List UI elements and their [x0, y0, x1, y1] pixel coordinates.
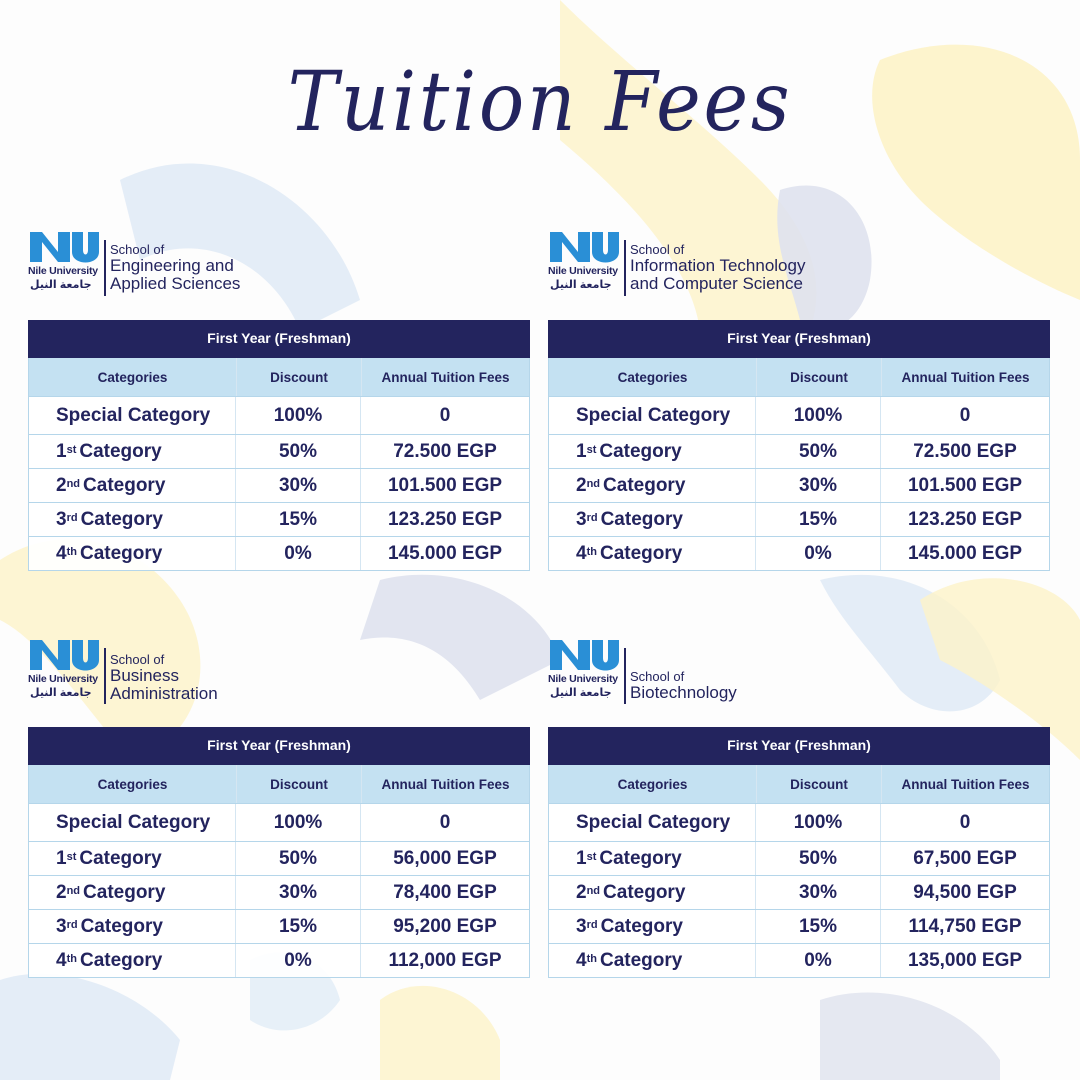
discount-cell: 30% — [236, 876, 361, 909]
table-row — [548, 469, 1050, 503]
category-prefix: 3 — [576, 508, 587, 530]
category-suffix: Category — [83, 881, 166, 903]
university-name-ar: جامعة النيل — [550, 687, 612, 699]
table-row — [548, 944, 1050, 978]
category-suffix: Category — [599, 847, 682, 869]
nu-logo-icon — [548, 636, 620, 674]
logo-divider — [104, 648, 106, 704]
fee-cell: 101.500 EGP — [387, 474, 503, 496]
column-header-discount: Discount — [237, 765, 362, 803]
fee-cell: 123.250 EGP — [907, 508, 1023, 530]
university-name-ar: جامعة النيل — [30, 687, 92, 699]
category-suffix: Category — [79, 440, 162, 462]
table-row — [28, 537, 530, 571]
discount-cell: 0% — [236, 537, 361, 570]
category-prefix: 1 — [56, 847, 67, 869]
school-name-line2: Administration — [110, 684, 218, 703]
table-row — [28, 469, 530, 503]
table-row — [28, 503, 530, 537]
discount-cell: 100% — [756, 804, 881, 841]
discount-cell: 100% — [236, 397, 361, 434]
school-name-line2: Applied Sciences — [110, 274, 241, 293]
discount-cell: 50% — [756, 842, 881, 875]
category-cell: 2 $^{nd}$ Category — [29, 876, 236, 909]
category-suffix: Category — [83, 474, 166, 496]
university-logo — [548, 636, 620, 706]
category-cell: 4 $^{th}$ Category — [549, 537, 756, 570]
category-cell: 1 $^{st}$ Category — [29, 842, 236, 875]
discount-cell: 30% — [236, 469, 361, 502]
school-header-it — [548, 228, 868, 300]
category-prefix: 4 — [576, 542, 587, 564]
discount-cell: 15% — [236, 910, 361, 943]
discount-cell: 30% — [756, 469, 881, 502]
table-year-header: First Year (Freshman) — [28, 320, 530, 358]
table-row — [548, 910, 1050, 944]
category-suffix: Category — [599, 949, 683, 971]
category-prefix: 1 — [56, 440, 67, 462]
category-cell: 4 $^{th}$ Category — [29, 537, 236, 570]
school-of-label: School of — [630, 669, 685, 684]
category-cell — [549, 397, 756, 434]
category-prefix: 1 — [576, 847, 587, 869]
category-prefix: Special Category — [56, 404, 211, 426]
category-prefix: 4 — [576, 949, 587, 971]
category-suffix: Category — [79, 542, 163, 564]
category-cell: 1 $^{st}$ Category — [549, 435, 756, 468]
school-name-line1: Biotechnology — [630, 683, 737, 702]
category-suffix: Category — [603, 474, 686, 496]
fee-cell: 123.250 EGP — [387, 508, 503, 530]
fee-cell: 135,000 EGP — [907, 949, 1023, 971]
logo-divider — [624, 648, 626, 704]
discount-cell: 50% — [236, 435, 361, 468]
discount-cell: 100% — [236, 804, 361, 841]
fee-cell: 101.500 EGP — [907, 474, 1023, 496]
school-header-business — [28, 636, 328, 708]
table-row — [28, 944, 530, 978]
table-row — [548, 397, 1050, 435]
category-suffix: Category — [603, 881, 686, 903]
logo-divider — [624, 240, 626, 296]
university-logo — [28, 636, 100, 706]
category-cell: 2 $^{nd}$ Category — [549, 876, 756, 909]
fee-cell: 0 — [439, 404, 451, 426]
table-row — [28, 435, 530, 469]
university-name-en: Nile University — [548, 673, 618, 685]
table-column-headers — [28, 358, 530, 397]
table-row — [548, 804, 1050, 842]
column-header-categories: Categories — [29, 358, 237, 396]
category-cell — [29, 397, 236, 434]
discount-cell: 15% — [236, 503, 361, 536]
school-name-line2: and Computer Science — [630, 274, 803, 293]
column-header-discount: Discount — [237, 358, 362, 396]
university-logo — [548, 228, 620, 298]
fee-cell: 56,000 EGP — [393, 847, 497, 869]
category-cell — [29, 804, 236, 841]
discount-cell: 50% — [756, 435, 881, 468]
fee-cell: 0 — [959, 811, 971, 833]
school-name-line1: Engineering and — [110, 256, 234, 275]
fee-table — [28, 320, 530, 571]
category-cell: 2 $^{nd}$ Category — [549, 469, 756, 502]
university-name-ar: جامعة النيل — [30, 279, 92, 291]
school-of-label: School of — [630, 242, 685, 257]
fee-cell: 114,750 EGP — [908, 915, 1022, 937]
category-cell: 3 $^{rd}$ Category — [549, 910, 756, 943]
discount-cell: 0% — [756, 537, 881, 570]
university-logo — [28, 228, 100, 298]
table-year-header: First Year (Freshman) — [548, 320, 1050, 358]
table-row — [28, 397, 530, 435]
fee-cell: 72.500 EGP — [913, 440, 1017, 462]
category-suffix: Category — [600, 915, 683, 937]
discount-cell: 30% — [756, 876, 881, 909]
fee-cell: 145.000 EGP — [387, 542, 503, 564]
category-cell: 4 $^{th}$ Category — [549, 944, 756, 977]
discount-cell: 100% — [756, 397, 881, 434]
table-row — [28, 804, 530, 842]
category-prefix: 4 — [56, 949, 67, 971]
fee-cell: 94,500 EGP — [913, 881, 1017, 903]
fee-cell: 145.000 EGP — [907, 542, 1023, 564]
category-cell: 1 $^{st}$ Category — [549, 842, 756, 875]
discount-cell: 0% — [236, 944, 361, 977]
school-of-label: School of — [110, 242, 165, 257]
category-cell: 3 $^{rd}$ Category — [549, 503, 756, 536]
table-row — [548, 537, 1050, 571]
table-row — [548, 842, 1050, 876]
school-of-label: School of — [110, 652, 165, 667]
category-cell: 2 $^{nd}$ Category — [29, 469, 236, 502]
category-suffix: Category — [599, 440, 682, 462]
table-year-header: First Year (Freshman) — [28, 727, 530, 765]
column-header-categories: Categories — [549, 765, 757, 803]
category-prefix: 4 — [56, 542, 67, 564]
column-header-discount: Discount — [757, 358, 882, 396]
category-prefix: 2 — [576, 474, 587, 496]
category-prefix: 1 — [576, 440, 587, 462]
fee-cell: 0 — [439, 811, 451, 833]
fee-cell: 112,000 EGP — [388, 949, 502, 971]
nu-logo-icon — [28, 636, 100, 674]
university-name-ar: جامعة النيل — [550, 279, 612, 291]
column-header-fees: Annual Tuition Fees — [901, 776, 1030, 792]
discount-cell: 15% — [756, 503, 881, 536]
category-prefix: Special Category — [56, 811, 211, 833]
table-year-header: First Year (Freshman) — [548, 727, 1050, 765]
category-cell: 1 $^{st}$ Category — [29, 435, 236, 468]
discount-cell: 0% — [756, 944, 881, 977]
category-suffix: Category — [79, 847, 162, 869]
category-suffix: Category — [599, 542, 683, 564]
fee-cell: 67,500 EGP — [913, 847, 1017, 869]
fee-cell: 0 — [959, 404, 971, 426]
column-header-categories: Categories — [29, 765, 237, 803]
column-header-fees: Annual Tuition Fees — [381, 776, 510, 792]
column-header-categories: Categories — [549, 358, 757, 396]
category-suffix: Category — [79, 949, 163, 971]
nu-logo-icon — [548, 228, 620, 266]
category-prefix: Special Category — [576, 404, 731, 426]
page-title: Tuition Fees — [287, 55, 793, 150]
category-suffix: Category — [80, 915, 163, 937]
discount-cell: 50% — [236, 842, 361, 875]
category-cell: 4 $^{th}$ Category — [29, 944, 236, 977]
fee-cell: 72.500 EGP — [393, 440, 497, 462]
logo-divider — [104, 240, 106, 296]
category-prefix: 2 — [576, 881, 587, 903]
column-header-discount: Discount — [757, 765, 882, 803]
column-header-fees: Annual Tuition Fees — [381, 369, 510, 385]
category-prefix: 2 — [56, 474, 67, 496]
table-column-headers — [28, 765, 530, 804]
category-suffix: Category — [80, 508, 163, 530]
fee-table — [28, 727, 530, 978]
category-cell — [549, 804, 756, 841]
category-prefix: 3 — [56, 915, 67, 937]
university-name-en: Nile University — [28, 265, 98, 277]
column-header-fees: Annual Tuition Fees — [901, 369, 1030, 385]
category-suffix: Category — [600, 508, 683, 530]
table-row — [28, 910, 530, 944]
table-row — [548, 503, 1050, 537]
school-name-line1: Information Technology — [630, 256, 806, 275]
school-header-biotech — [548, 636, 848, 708]
table-row — [548, 876, 1050, 910]
school-name-line1: Business — [110, 666, 179, 685]
table-row — [28, 876, 530, 910]
category-prefix: Special Category — [576, 811, 731, 833]
table-row — [548, 435, 1050, 469]
table-row — [28, 842, 530, 876]
category-prefix: 3 — [56, 508, 67, 530]
category-prefix: 3 — [576, 915, 587, 937]
discount-cell: 15% — [756, 910, 881, 943]
category-cell: 3 $^{rd}$ Category — [29, 503, 236, 536]
school-header-engineering — [28, 228, 328, 300]
category-prefix: 2 — [56, 881, 67, 903]
fee-cell: 78,400 EGP — [393, 881, 497, 903]
table-column-headers — [548, 358, 1050, 397]
fee-table — [548, 727, 1050, 978]
university-name-en: Nile University — [548, 265, 618, 277]
category-cell: 3 $^{rd}$ Category — [29, 910, 236, 943]
table-column-headers — [548, 765, 1050, 804]
fee-cell: 95,200 EGP — [393, 915, 497, 937]
nu-logo-icon — [28, 228, 100, 266]
university-name-en: Nile University — [28, 673, 98, 685]
fee-table — [548, 320, 1050, 571]
